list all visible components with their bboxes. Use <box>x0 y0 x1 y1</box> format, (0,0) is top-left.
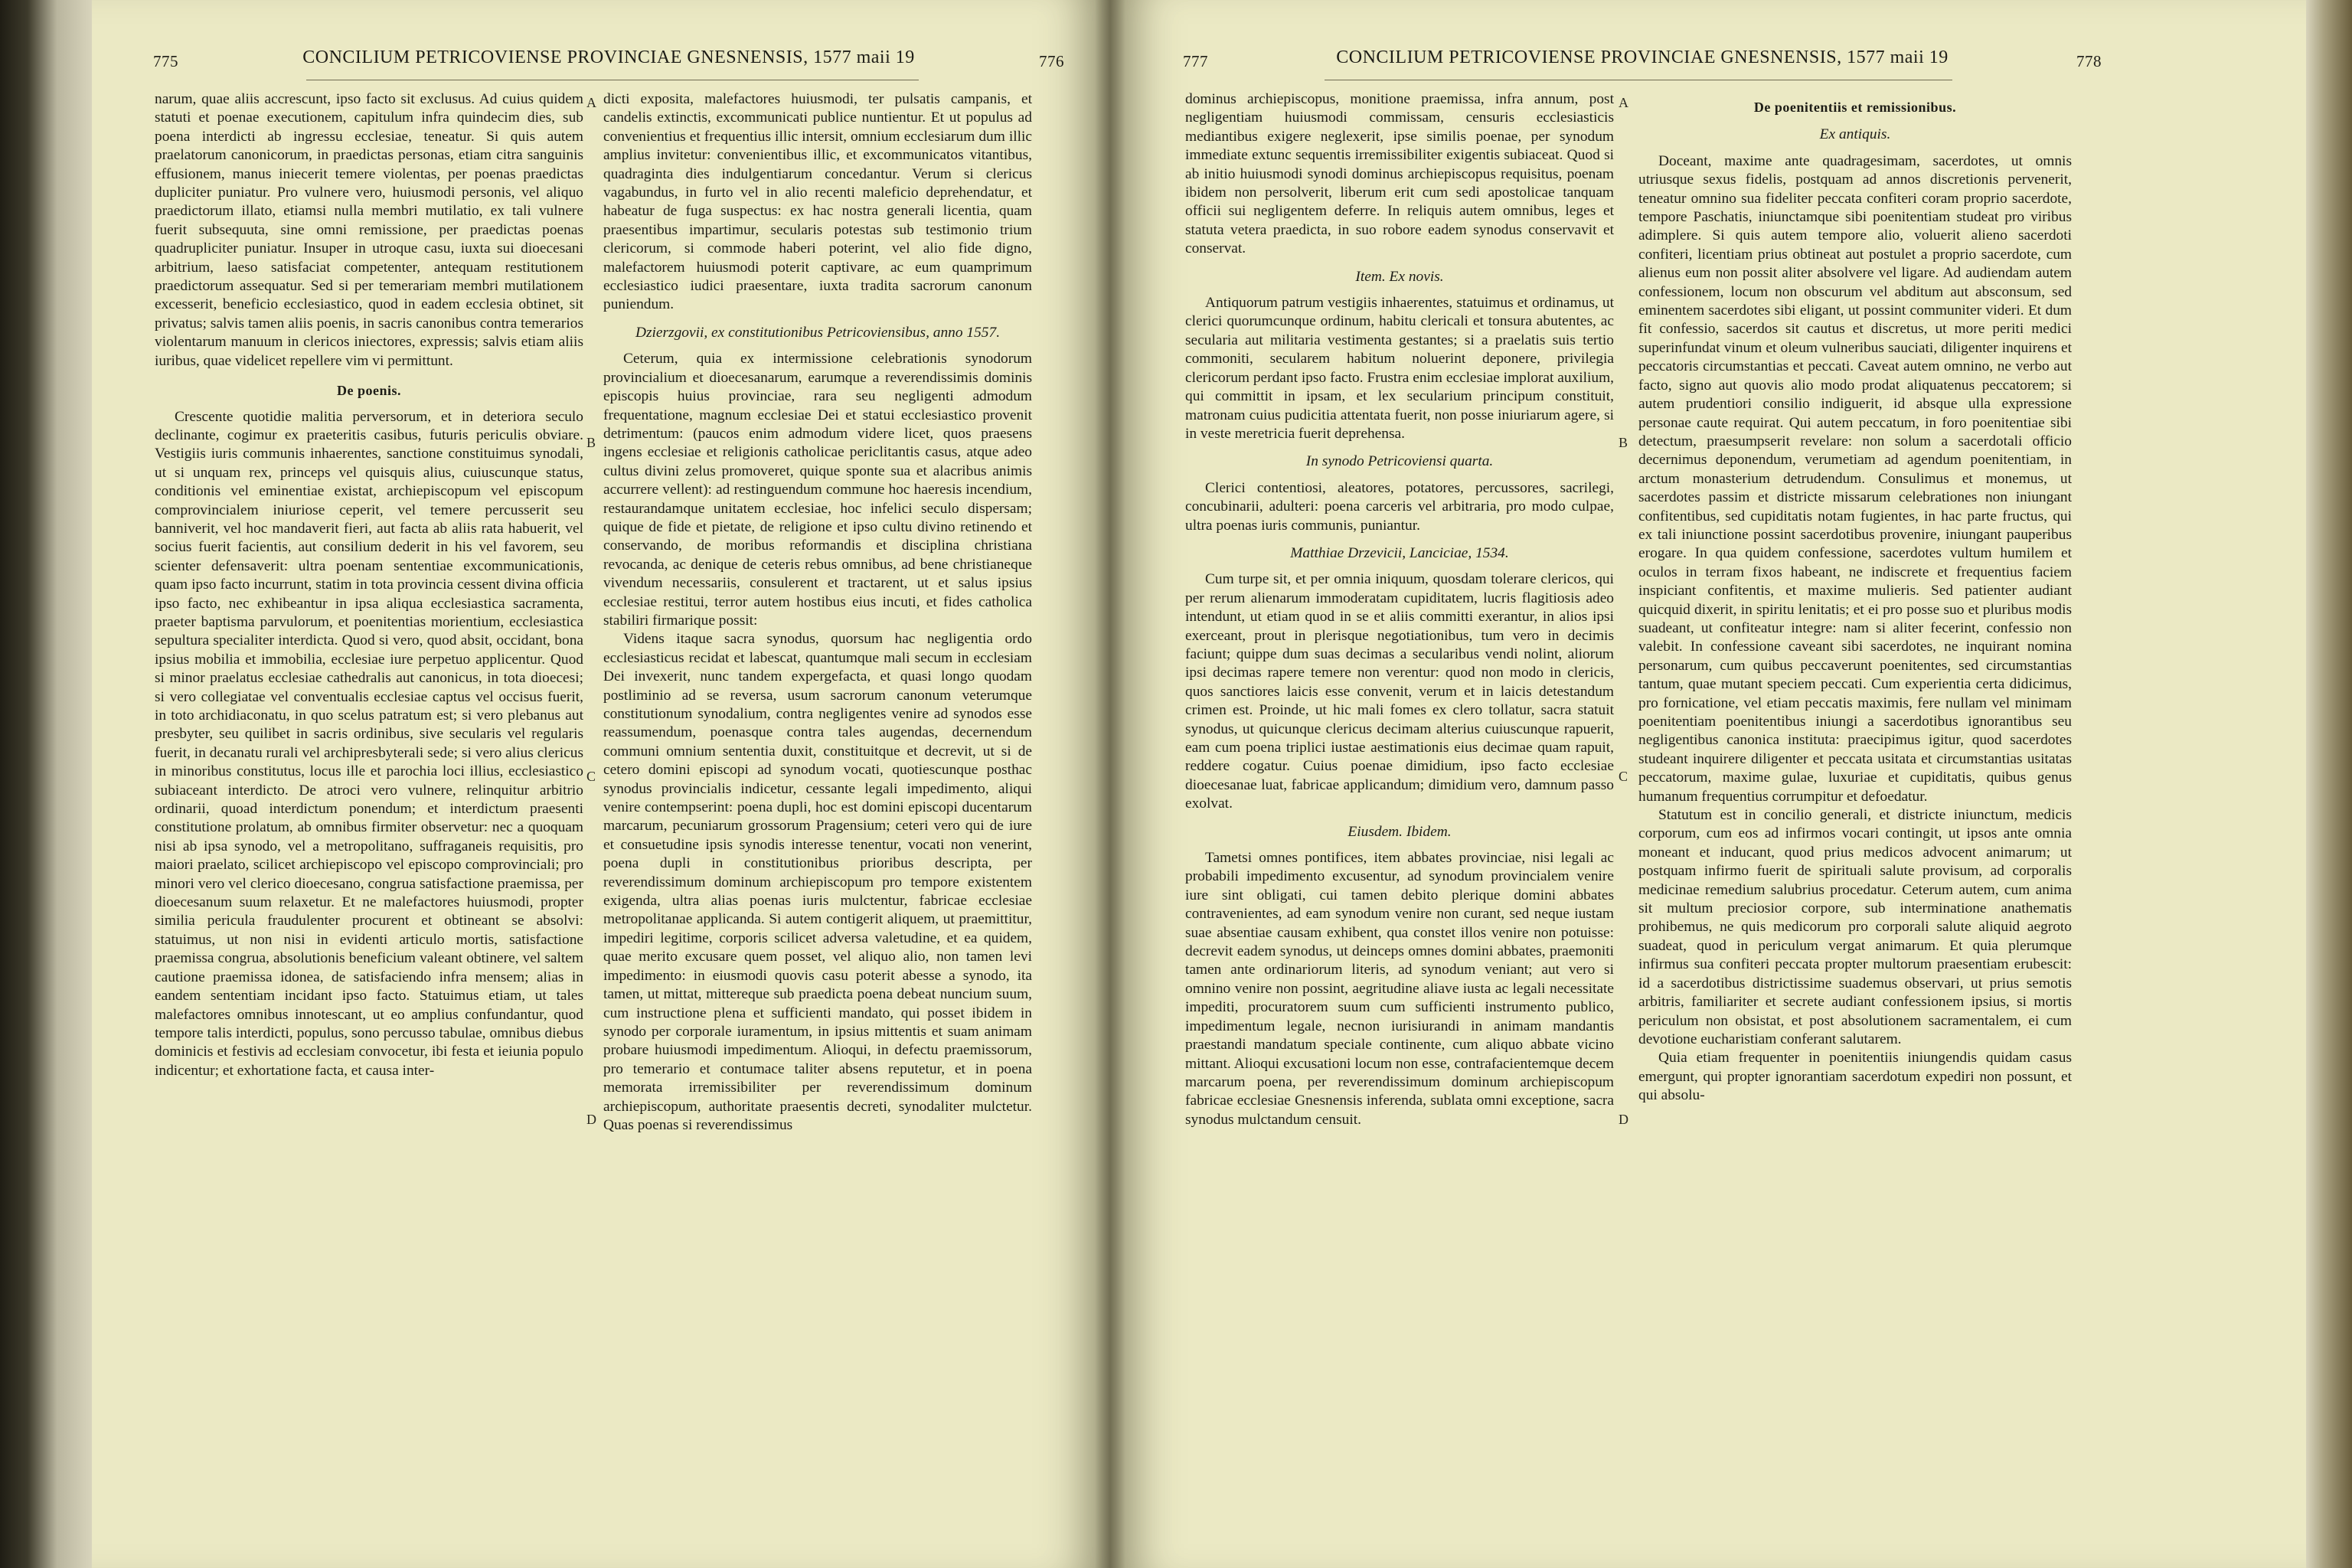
book-gutter <box>1095 0 1125 1568</box>
margin-letter-d: D <box>1619 1112 1628 1127</box>
book-edge-left <box>0 0 92 1568</box>
running-title: CONCILIUM PETRICOVIENSE PROVINCIAE GNESNENSIS, 1577 maii 19 <box>302 47 915 67</box>
margin-letter-c: C <box>586 769 596 784</box>
margin-letter-b: B <box>1619 435 1628 450</box>
paragraph: dicti exposita, malefactores huiusmodi, ter pulsatis campanis, et candelis extinctis, excommunicati publice nuntientur. Et ut populus ad convenientius et frequentius illic intersit, omnium ecclesiarum dum illic amplius invitetur: convenientibus illic, et excommunicatos vitantibus, quadraginta dies indulgentiarum concedantur. Verum si clericus vagabundus, in furto vel in alio recenti maleficio deprehendatur, et habeatur de fuga suspectus: ex hac nostra generali licentia, quam praesentibus impartimur, secularis potestas sub testimonio trium clericorum, si commode haberi poterint, vel alio fide digno, malefactorem huiusmodi poterit captivare, ac eum quamprimum ecclesiastico iudici praesentare, iuxta tradita sacrorum canonum puniendum. <box>603 91 1032 313</box>
paragraph: Antiquorum patrum vestigiis inhaerentes, statuimus et ordinamus, ut clerici quorumcunque ordinum, habitu clericali et tonsura abutentes, ac secularia aut militaria vestimenta gestantes; si a praelatis suis tertio commoniti, secularem habitum noluerint deponere, privilegia clericorum perdant ipso facto. Frustra enim ecclesiae implorat auxilium, qui committit in ipsam, et lex secularium principum constituit, matronam cuius pudicitia attentata fuerit, non posse iniuriarum agere, si in veste meretricia fuerit deprehensa. <box>1185 295 1614 442</box>
page-number-776: 776 <box>1039 52 1064 70</box>
margin-letter-a: A <box>1619 95 1628 110</box>
source-heading: Eiusdem. Ibidem. <box>1348 823 1452 840</box>
source-heading: Item. Ex novis. <box>1355 268 1444 285</box>
left-page-header <box>153 47 1064 78</box>
book-edge-right <box>2306 0 2352 1568</box>
paragraph: Quia etiam frequenter in poenitentiis iniungendis quidam casus emergunt, qui propter ignorantiam sacerdotum expediri non possunt, et qui absolu- <box>1638 1050 2072 1104</box>
left-column-1 <box>155 90 583 1080</box>
paragraph: narum, quae aliis accrescunt, ipso facto sit exclusus. Ad cuius quidem statuti et poenae executionem, capitulum infra quindecim dies, sub poena interdicti ab ingressu ecclesiae, teneatur. Si quis autem praelatorum canonicorum, in praedictas personas, etiam citra sanguinis effusionem, manus iniecerit temere violentas, per poenas praedictas dupliciter puniatur. Pro vulnere vero, huiusmodi personis, vel aliquo praedictorum illato, etiamsi nulla membri mutilatio, ex tali vulnere fuerit subsequuta, sine omni remissione, per praedictas poenas quadrupliciter puniatur. Insuper in utroque casu, iuxta sui dioecesani arbitrium, laeso satisfaciat competenter, antequam restitutionem praedictorum assequatur. Sed si per temerariam membri mutilationem excesserit, beneficio ecclesiastico, quod in eadem ecclesia obtinet, sit privatus; salvis tamen aliis poenis, in sacris canonibus contra temerarios violentarum manuum in clericos iniectores, expressis; salvis etiam aliis iuribus, quae videlicet repellere vim vi permittunt. <box>155 91 583 369</box>
source-heading: Matthiae Drzevicii, Lanciciae, 1534. <box>1290 544 1509 561</box>
running-title: CONCILIUM PETRICOVIENSE PROVINCIAE GNESNENSIS, 1577 maii 19 <box>1336 47 1949 67</box>
paragraph: Tametsi omnes pontifices, item abbates provinciae, nisi legali ac probabili impedimento excusentur, ad synodum provincialem venire iure sint obligati, cui tamen debito plerique domini abbates contravenientes, ad eam synodum venire non curant, sed neque iustam suae absentiae causam exhibent, qua constet illos venire non potuisse: decrevit eadem synodus, ut deinceps omnes domini abbates, praemoniti tamen ante ordinariorum literis, ad synodum veniant; aut vero si omnino venire non possint, aegritudine aliave iusta ac legali necessitate impediti, procuratorem suum cum sufficienti instrumento publico, impedimentum legale, necnon iurisiurandi in animam mandantis praestandi mandatum speciale continente, cum aliquo abbate vicino mittant. Alioqui excusationi locum non esse, contrafacientemque decem marcarum poena, per reverendissimum dominum archiepiscopum fabricae ecclesiae Gnesnensis inferenda, sublata omni exceptione, sacra synodus mulctandum censuit. <box>1185 850 1614 1128</box>
page-number-778: 778 <box>2076 52 2102 70</box>
paragraph: Crescente quotidie malitia perversorum, et in deteriora seculo declinante, cogimur ex praeteritis casibus, futuris periculis obviare. Vestigiis iuris communis inhaerentes, sanctione constituimus synodali, ut si unquam rex, princeps vel quisquis alius, cuiuscunque status, conditionis vel eminentiae existat, archiepiscopum vel episcopum comprovincialem iniuriose ceperit, vel temere percusserit seu banniverit, vel hoc mandaverit fieri, aut facta ab aliis rata habuerit, vel socius fuerit facientis, aut consilium dederit in his vel favorem, seu scienter defensaverit: ultra poenam sententiae excommunicationis, quam ipso facto incurrunt, statim in tota provincia cessent divina officia ipso facto, nec exhibeantur in ipsa aliqua ecclesiastica sacramenta, praeter baptisma parvulorum, et poenitentias morientium, ecclesiastica sepultura specialiter interdicta. Quod si vero, quod absit, occidant, bona ipsius mobilia et immobilia, ecclesiae iure perpetuo applicentur. Quod si minor praelatus ecclesiae cathedralis aut canonicus, in tota dioecesi; si vero collegiatae vel conventualis ecclesiae captus vel occisus fuerit, in toto archidiaconatu, in quo scelus patratum est; si vero plebanus aut presbyter, seu quilibet in sacris ordinibus, sive secularis vel regularis fuerit, in decanatu rurali vel archipresbyterali sede; si vero alius clericus in minoribus constitutus, locus ille et parochia loci illius, ecclesiastico subiaceant interdicto. De atroci vero vulnere, relinquitur arbitrio ordinarii, quoad interdictum ponendum; et interdictum praesenti constitutione prolatum, ab omnibus firmiter observetur: nec a quoquam nisi ab ipsa synodo, vel a metropolitano, suffraganeis requisitis, pro maiori praelato, scilicet archiepiscopo vel episcopo comprovinciali; pro minori vero vel clerico dioecesano, congrua satisfactione praemissa, per dioecesanum suum relaxetur. Et ne malefactores huiusmodi, propter similia pericula fraudulenter procurent et obtineant se absolvi: statuimus, ut non nisi in evidenti articulo mortis, satisfactione praemissa congrua, absolutionis beneficium valeant obtinere, vel saltem cautione praemissa idonea, de satisfaciendo infra mensem; alias in eandem sententiam incidant ipso facto. Statuimus etiam, ut tales malefactores omnibus innotescant, ut eo amplius confundantur, quod tempore talis interdicti, populus, sono percusso tabulae, omnibus diebus dominicis et festivis ad ecclesiam convocetur, ibi festa et ieiunia populo indicentur; et exhortatione facta, et causa inter- <box>155 408 583 1079</box>
left-page <box>92 0 1110 1568</box>
margin-letter-d: D <box>586 1112 596 1127</box>
margin-letter-a: A <box>586 95 596 110</box>
margin-letter-c: C <box>1619 769 1628 784</box>
section-heading: De poenitentiis et remissionibus. <box>1753 100 1957 115</box>
page-number-777: 777 <box>1183 52 1208 70</box>
right-page <box>1110 0 2306 1568</box>
right-page-header <box>1183 47 2102 78</box>
paragraph: Ceterum, quia ex intermissione celebrationis synodorum provincialium et dioecesanarum, earumque a reverendissimis dominis episcopis huius provinciae, rara seu negligenti admodum frequentatione, magnum ecclesiae Dei et statui ecclesiastico provenit detrimentum: (paucos enim admodum videre licet, quos praesens ingens ecclesiae et religionis catholicae periclitantis casus, atque adeo cultus divini zelus promoveret, quique sponte sua et alacribus animis accurrere vellent): ad restinguendum commune hoc haeresis incendium, restaurandamque unitatem ecclesiae, hoc infelici seculo dispersam; quique de fide et pietate, de religione et ipso cultu divino retinendo et conservando, de moribus reformandis et disciplina christiana revocanda, ac denique de ceteris rebus omnibus, ad bene christianeque vivendum necessariis, consulerent et tractarent, ut et salus ipsius ecclesiae restitui, terror autem hostibus eius incuti, et fides catholica stabiliri firmarique possit: <box>603 351 1032 629</box>
paragraph: Doceant, maxime ante quadragesimam, sacerdotes, ut omnis utriusque sexus fidelis, postquam ad annos discretionis pervenerit, teneatur omnino sua fideliter peccata confiteri coram proprio sacerdote, tempore Paschatis, iniunctamque sibi poenitentiam studeat pro viribus adimplere. Si quis autem tempore alio, voluerit alieno sacerdoti confiteri, licentiam prius obtineat aut postulet a proprio sacerdote, cum alienus eum non possit aliter absolvere vel ligare. Ad audiendam autem confessionem, locum non obscurum vel abditum aut absconsum, sed eminentem sacerdotes sibi eligant, ut possint communiter videri. Et dum fit confessio, sacerdos sit cautus et discretus, ut more periti medici superinfundat vinum et oleum vulneribus sauciati, diligenter inquirens et peccatoris circumstantias et peccati. Caveat autem omnino, ne verbo aut facto, signo aut quovis alio modo prodat aliquatenus peccatorem; si autem prudentiori consilio indiguerit, id absque ulla expressione personae caute requirat. Qui autem peccatum, in foro poenitentiae sibi detectum, praesumpserit revelare: non solum a sacerdotali officio decernimus deponendum, verumetiam ad agendum poenitentiam, in arctum monasterium detrudendum. Consulimus et monemus, ut sacerdotes passim et districte missarum celebrationes non iniungant confitentibus, sed cupiditatis notam fugientes, in hac parte fructus, qui ex tali iniunctione possint sacerdotibus provenire, iniungant pauperibus erogare. In qua quidem confessione, sacerdotes vultum humilem et oculos in terram fixos habeant, ne indiscrete et frequentius faciem inspiciant confitentis, et maxime mulieris. Sed patienter audiant quicquid dixerit, in spiritu lenitatis; et ei pro posse suo et pluribus modis suadeant, ut confiteatur integre: nam si aliter fecerint, confessio non valebit. In confessione caveant sibi sacerdotes, ne inquirant nomina personarum, cum quibus peccaverunt poenitentes, sed circumstantias tantum, quae mutant speciem peccati. Cum experientia certa didicimus, pro fornicatione, vel etiam peccatis maximis, fere nullam vel minimam poenitentiam poenitentibus iniungi a sacerdotibus ignorantibus seu negligentibus canonica instituta: praecipimus igitur, quod sacerdotes studeant inquirere diligenter et peccata usitata et circumstantias usitatas peccatorum, maxime gulae, luxuriae et cupiditatis, quibus genus humanum frequentius corrumpitur et defoedatur. <box>1638 152 2072 805</box>
paragraph: dominus archiepiscopus, monitione praemissa, infra annum, post negligentiam huiusmodi commissam, censuris ecclesiasticis mediantibus exigere neglexerit, ipse similis poenae, per synodum immediate extunc sequentis irremissibiliter exigentis subiaceat. Quod si ab initio huiusmodi synodi dominus archiepiscopus requisitus, poenam ibidem non persolverit, liberum erit cum sedi apostolicae tanquam officii sui negligentem deferre. In reliquis autem omnibus, leges et statuta vetera praedicta, in suo robore eadem synodus conservavit et conservat. <box>1185 91 1614 257</box>
source-heading: In synodo Petricoviensi quarta. <box>1305 453 1494 470</box>
paragraph: Statutum est in concilio generali, et districte iniunctum, medicis corporum, cum eos ad infirmos vocari contingit, ut ipsos ante omnia moneant et inducant, quod prius medicos advocent animarum; ut postquam infirmo fuerit de spirituali salute provisum, ad corporalis medicinae remedium salubrius procedatur. Ceterum autem, cum anima sit multum preciosior corpore, sub interminatione anathematis prohibemus, ne quis medicorum pro corporali salute aliquid aegroto suadeat, quod in periculum vergat animarum. Et quia plerumque infirmus sua confiteri peccata propter multorum praesentiam erubescit: id a sacerdotibus districtissime suademus observari, ut prius semotis arbitris, familiariter et secrete audiant confessionem ipsius, si mortis periculum non obsistat, et post absolutionem sacramentalem, ei cum devotione eucharistiam conferant salutarem. <box>1638 807 2072 1047</box>
paragraph: Videns itaque sacra synodus, quorsum hac negligentia ordo ecclesiasticus recidat et labescat, quantumque mali secum in ecclesiam Dei invexerit, nunc tandem expergefacta, et quasi longo quodam postliminio ad se reversa, usum sacrorum canonum veterumque constitutionum synodalium, contra negligentes venire ad synodos esse reassumendum, poenasque contra tales augendas, decernendum communi omnium sententia duxit, constituitque et decrevit, ut si de cetero domini episcopi ad synodum vocati, quotiescunque posthac synodus provincialis indicetur, cessante legali impedimento, aliqui venire contempserint: poena dupli, hoc est domini episcopi ducentarum marcarum, pecuniarum grossorum Pragensium; ceteri vero qui de iure et consuetudine ipsis synodis interesse tenentur, vocati non venerint, poena dupli in constitutionibus prioribus descripta, per reverendissimum dominum archiepiscopum pro tempore existentem exigenda, ultra alias poenas iuris mulctentur, fabricae ecclesiae metropolitanae applicanda. Si autem contigerit aliquem, ut praemittitur, impediri legitime, corporis scilicet adversa valetudine, et ea quidem, quae merito excusare quem posset, vel aliquo alio, non tamen levi impedimento: in eiusmodi quovis casu poterit abesse a synodo, ita tamen, ut mittat, mittereque sub praedicta poena debeat nuncium suum, cum instructione plena et sufficienti mandato, qui posset ibidem in synodo per corporale iuramentum, in ipsius mittentis et suam animam probare huiusmodi impedimentum. Alioqui, in defectu praemissorum, pro temerario et contumace taliter absens reputetur, et in poena memorata irremissibiliter per reverendissimum dominum archiepiscopum, authoritate praesentis decreti, synodaliter mulctetur. Quas poenas si reverendissimus <box>603 631 1032 1133</box>
section-heading: De poenis. <box>336 383 401 399</box>
paragraph: Cum turpe sit, et per omnia iniquum, quosdam tolerare clericos, qui per rerum alienarum immoderatam cupiditatem, lucris flagitiosis adeo intendunt, ut etiam quod in se et aliis committi exerantur, in alios ipsi exerceant, prout in plerisque negotiationibus, tum vero in decimis faciunt; quippe dum suas decimas a secularibus vendi nolint, aliorum ipsi decimas rapere temere non verentur: quod non modo in clericis, quos sanctiores laicis esse convenit, verum et in laicis detestandum crimen est. Proinde, ut hic mali fomes ex clero tollatur, sacra statuit synodus, ut quicunque clericus decimam alterius cuiuscunque rapuerit, eam cum poena triplici iustae aestimationis eius decimae quam rapuit, reddere cogatur. Cuius poenae dimidium, ipso facto ecclesiae dioecesanae luat, fabricae applicandum; dimidium vero, damnum passo exolvat. <box>1185 571 1614 812</box>
paragraph: Clerici contentiosi, aleatores, potatores, percussores, sacrilegi, concubinarii, adulteri: poena carceris vel arbitraria, pro modo culpae, ultra poenas iuris communis, puniantur. <box>1185 479 1614 534</box>
margin-letter-b: B <box>586 435 596 450</box>
left-column-2 <box>603 90 1032 1135</box>
right-column-1 <box>1185 90 1614 1129</box>
page-number-775: 775 <box>153 52 178 70</box>
source-heading: Dzierzgovii, ex constitutionibus Petricoviensibus, anno 1557. <box>635 324 1001 341</box>
source-heading: Ex antiquis. <box>1819 126 1891 143</box>
right-column-2 <box>1638 90 2072 1106</box>
